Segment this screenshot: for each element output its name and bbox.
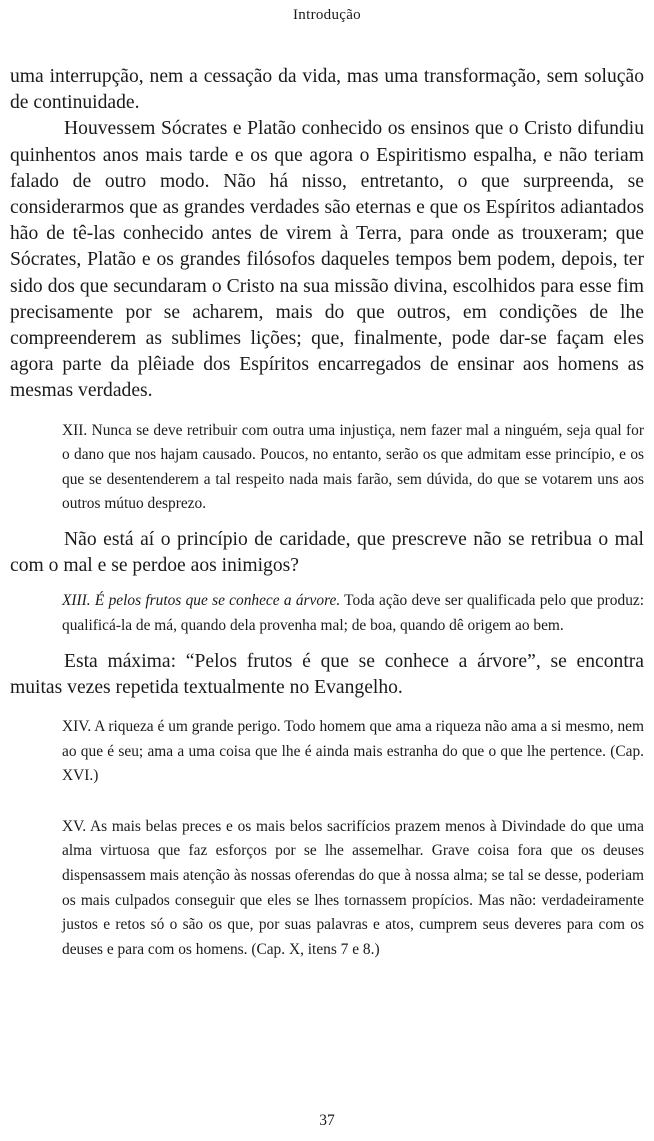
quote-xiii xyxy=(62,589,644,638)
paragraph-charity-principle: Não está aí o princípio de caridade, que prescreve não se retribua o mal com o mal e se perdoe aos inimigos? xyxy=(10,529,644,577)
quote-xiv: XIV. A riqueza é um grande perigo. Todo homem que ama a riqueza não ama a si mesmo, nem ao que é seu; ama a uma coisa que lhe é ainda mais estranha do que o que lhe pertence. (Cap. XVI.) xyxy=(62,718,644,785)
quote-xiii-text: Toda ação deve ser qualificada pelo que produz: qualificá-la de má, quando dela provenha mal; de boa, quando dê origem ao bem. xyxy=(62,592,644,635)
quote-xiii-italic: XIII. É pelos frutos que se conhece a árvore. xyxy=(62,592,341,610)
paragraph-socrates-plato: Houvessem Sócrates e Platão conhecido os ensinos que o Cristo difundiu quinhentos anos mais tarde e os que agora o Espiritismo espalha, e não teriam falado de outro modo. Não há nisso, entretanto, o que surpreenda, se considerarmos que as grandes verdades são eternas e que os Espíritos adiantados hão de tê-las conhecido antes de virem à Terra, para onde as trouxeram; que Sócrates, Platão e os grandes filósofos daqueles tempos bem podem, depois, ter sido dos que secundaram o Cristo na sua missão divina, escolhidos para esse fim precisamente por se acharem, mais do que outros, em condições de lhe compreenderem as sublimes lições; que, finalmente, pode dar-se façam eles agora parte da plêiade dos Espíritos encarregados de ensinar aos homens as mesmas verdades. xyxy=(10,118,644,402)
paragraph-maxim: Esta máxima: “Pelos frutos é que se conhece a árvore”, se encontra muitas vezes repetida textualmente no Evangelho. xyxy=(10,650,644,698)
page-number: 37 xyxy=(319,1112,335,1129)
quote-xv: XV. As mais belas preces e os mais belos sacrifícios prazem menos à Divindade do que uma alma virtuosa que faz esforços por se lhe assemelhar. Grave coisa fora que os deuses dispensassem mais atenção às nossas oferendas do que à nossa alma; se tal se desse, poderiam os mais culpados conseguir que eles se lhes tornassem propícios. Mas não: verdadeiramente justos e retos só o são os que, por suas palavras e atos, cumprem seus deveres para com os deuses e para com os homens. (Cap. X, itens 7 e 8.) xyxy=(62,817,644,958)
quote-xii: XII. Nunca se deve retribuir com outra uma injustiça, nem fazer mal a ninguém, seja qual for o dano que nos hajam causado. Poucos, no entanto, serão os que admitam esse princípio, e os que se desentenderem a tal respeito nada mais farão, sem dúvida, do que se votarem uns aos outros mútuo desprezo. xyxy=(62,421,644,513)
paragraph-continuation: uma interrupção, nem a cessação da vida, mas uma transformação, sem solução de continuidade. xyxy=(10,66,644,114)
page-body xyxy=(10,64,644,962)
running-head: Introdução xyxy=(293,7,361,23)
